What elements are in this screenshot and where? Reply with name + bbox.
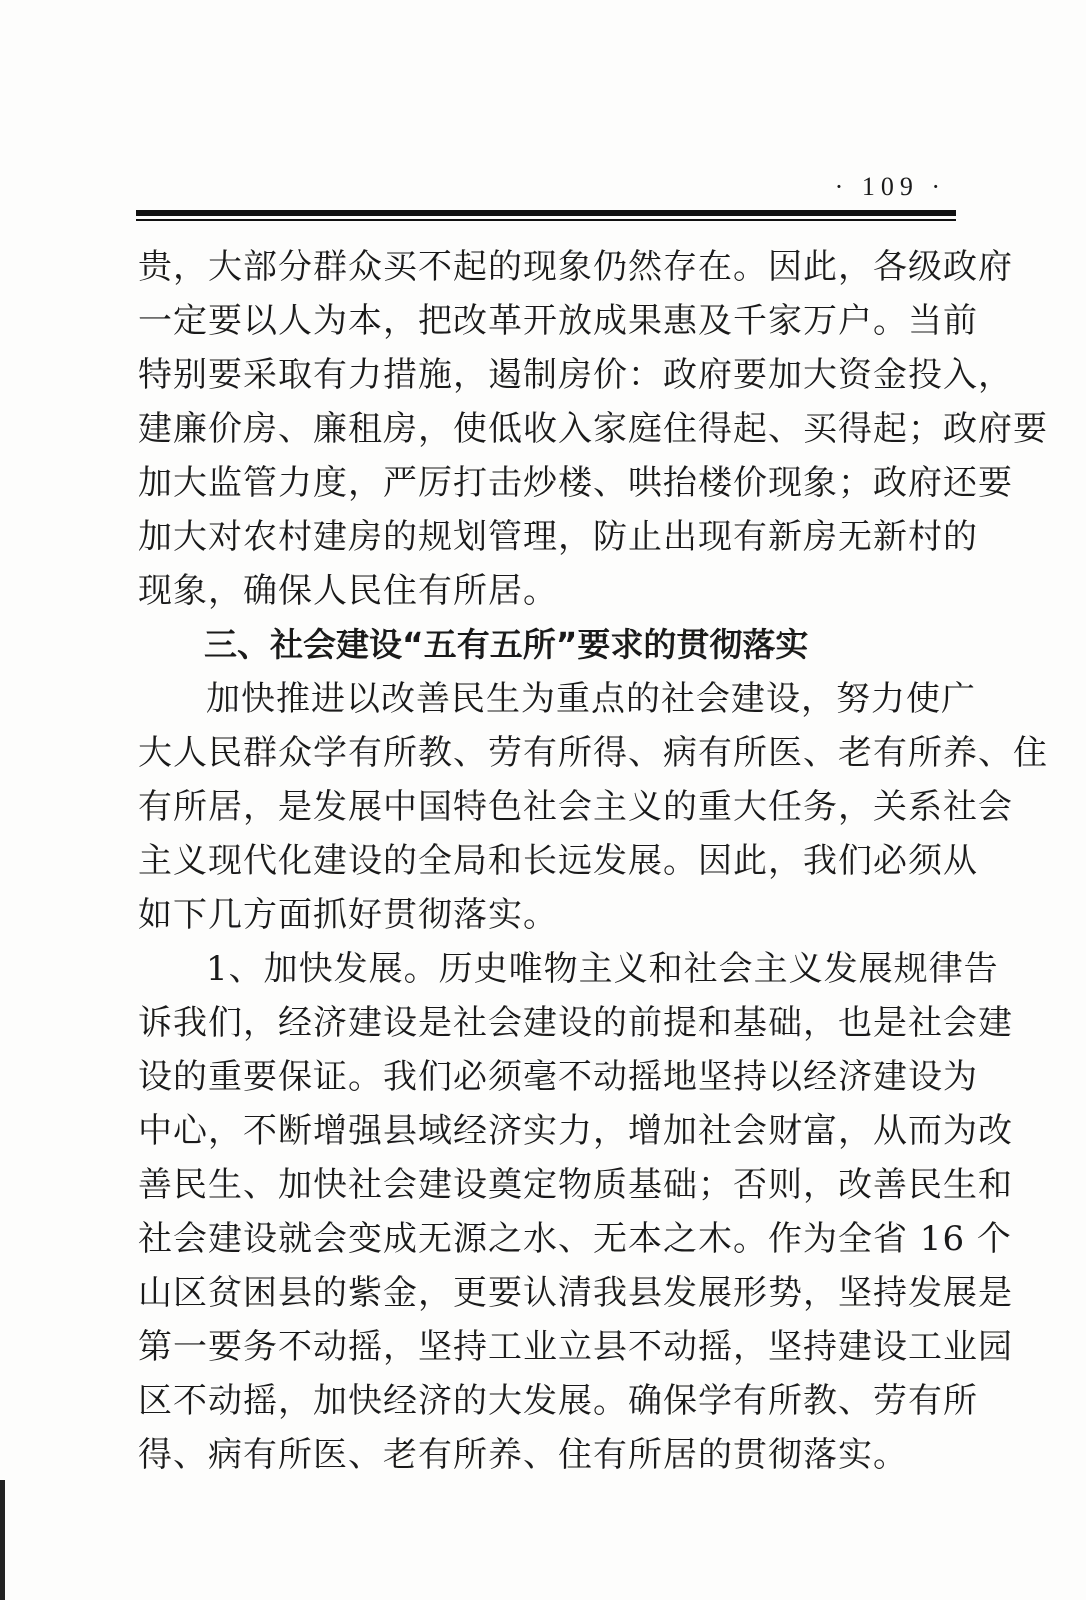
text-line: 加大对农村建房的规划管理，防止出现有新房无新村的 — [138, 517, 978, 557]
text-line: 设的重要保证。我们必须毫不动摇地坚持以经济建设为 — [138, 1057, 978, 1097]
text-line: 社会建设就会变成无源之水、无本之木。作为全省 16 个 — [138, 1219, 1012, 1259]
text-line: 大人民群众学有所教、劳有所得、病有所医、老有所养、住 — [138, 733, 1048, 773]
text-line: 特别要采取有力措施，遏制房价：政府要加大资金投入， — [138, 355, 1013, 395]
text-line: 主义现代化建设的全局和长远发展。因此，我们必须从 — [138, 841, 978, 881]
page-body — [138, 240, 1048, 1482]
text-line: 如下几方面抓好贯彻落实。 — [138, 895, 558, 935]
text-line: 诉我们，经济建设是社会建设的前提和基础，也是社会建 — [138, 1003, 1013, 1043]
scan-edge-mark — [0, 1480, 5, 1600]
text-line: 有所居，是发展中国特色社会主义的重大任务，关系社会 — [138, 787, 1013, 827]
text-line: 得、病有所医、老有所养、住有所居的贯彻落实。 — [138, 1435, 908, 1475]
text-line: 中心，不断增强县域经济实力，增加社会财富，从而为改 — [138, 1111, 1013, 1151]
text-line: 山区贫困县的紫金，更要认清我县发展形势，坚持发展是 — [138, 1273, 1013, 1313]
text-line: 贵，大部分群众买不起的现象仍然存在。因此，各级政府 — [138, 247, 1013, 287]
text-line: 第一要务不动摇，坚持工业立县不动摇，坚持建设工业园 — [138, 1327, 1013, 1367]
paragraph-intro — [138, 672, 1048, 942]
text-line: 建廉价房、廉租房，使低收入家庭住得起、买得起；政府要 — [138, 409, 1048, 449]
paragraph-development — [138, 942, 1013, 1482]
text-line: 加大监管力度，严厉打击炒楼、哄抬楼价现象；政府还要 — [138, 463, 1013, 503]
text-line: 1、加快发展。历史唯物主义和社会主义发展规律告 — [206, 949, 999, 989]
text-line: 加快推进以改善民生为重点的社会建设，努力使广 — [206, 679, 976, 719]
text-line: 善民生、加快社会建设奠定物质基础；否则，改善民生和 — [138, 1165, 1013, 1205]
header-rule-thin — [136, 219, 956, 221]
text-line: 现象，确保人民住有所居。 — [138, 571, 558, 611]
text-line: 一定要以人为本，把改革开放成果惠及千家万户。当前 — [138, 301, 978, 341]
text-line: 区不动摇，加快经济的大发展。确保学有所教、劳有所 — [138, 1381, 978, 1421]
page-number: · 109 · — [834, 172, 946, 201]
section-heading: 三、社会建设“五有五所”要求的贯彻落实 — [204, 625, 809, 664]
header-rule-thick — [136, 210, 956, 216]
paragraph-housing — [138, 240, 1048, 618]
